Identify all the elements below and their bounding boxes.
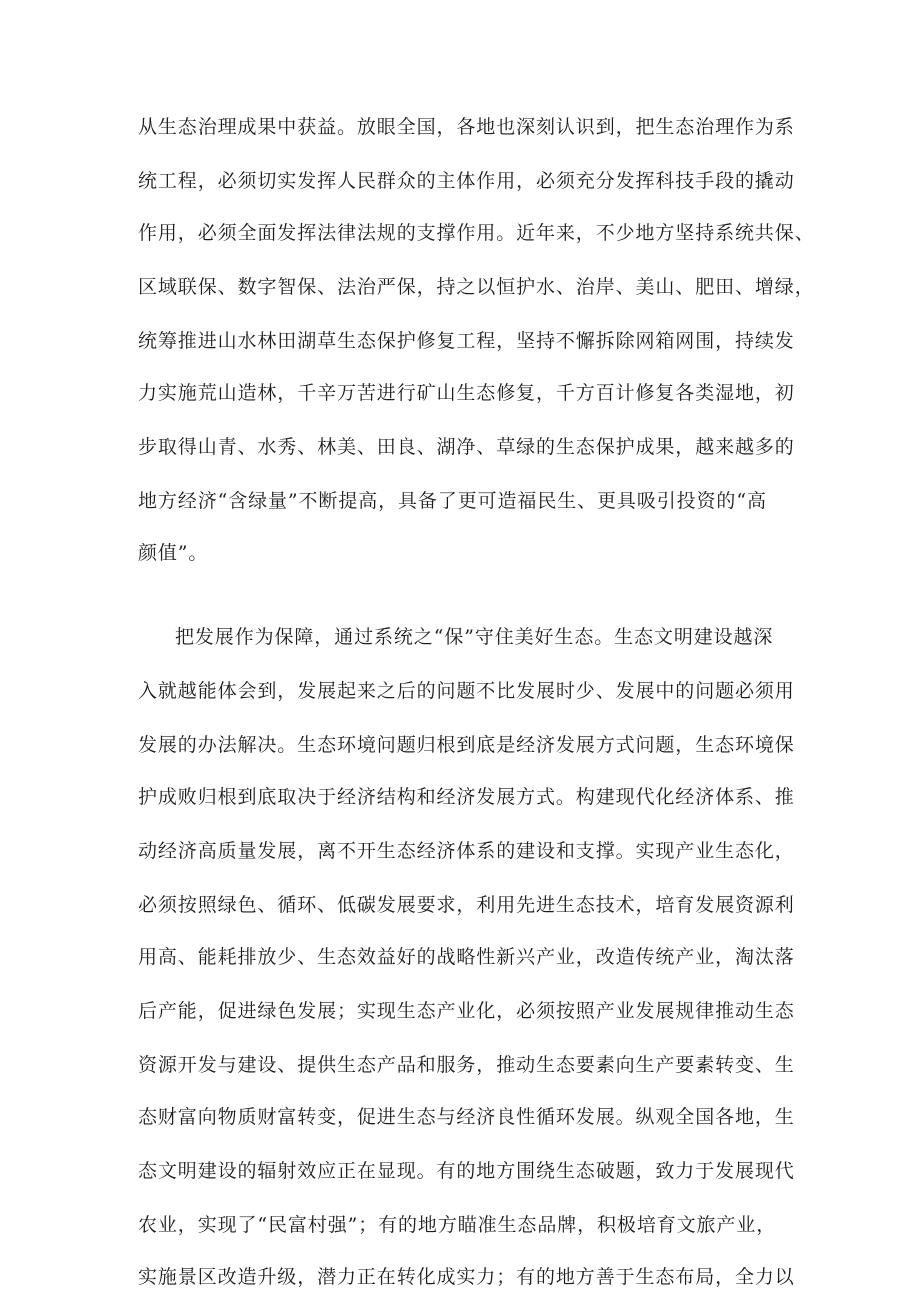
paragraph-2-line-13: 实施景区改造升级，潜力正在转化成实力；有的地方善于生态布局，全力以 [138, 1266, 795, 1288]
paragraph-1-line-7: 步取得山青、水秀、林美、田良、湖净、草绿的生态保护成果，越来越多的 [138, 436, 795, 458]
paragraph-2-line-8: 后产能，促进绿色发展；实现生态产业化，必须按照产业发展规律推动生态 [138, 1000, 795, 1022]
paragraph-1-line-8: 地方经济“含绿量”不断提高，具备了更可造福民生、更具吸引投资的“高 [138, 490, 767, 512]
paragraph-2-line-2: 入就越能体会到，发展起来之后的问题不比发展时少、发展中的问题必须用 [138, 680, 795, 702]
paragraph-2-line-7: 用高、能耗排放少、生态效益好的战略性新兴产业，改造传统产业，淘汰落 [138, 946, 795, 968]
paragraph-1-line-4: 区域联保、数字智保、法治严保，持之以恒护水、治岸、美山、肥田、增绿， [138, 276, 815, 298]
paragraph-2-line-11: 态文明建设的辐射效应正在显现。有的地方围绕生态破题，致力于发展现代 [138, 1160, 795, 1182]
paragraph-2-line-9: 资源开发与建设、提供生态产品和服务，推动生态要素向生产要素转变、生 [138, 1054, 795, 1076]
paragraph-1-line-6: 力实施荒山造林，千辛万苦进行矿山生态修复，千方百计修复各类湿地，初 [138, 382, 795, 404]
paragraph-2-line-12: 农业，实现了“民富村强”；有的地方瞄准生态品牌，积极培育文旅产业， [138, 1214, 777, 1236]
paragraph-1-line-9: 颜值”。 [138, 542, 209, 564]
paragraph-2-line-10: 态财富向物质财富转变，促进生态与经济良性循环发展。纵观全国各地，生 [138, 1106, 795, 1128]
paragraph-1-line-5: 统筹推进山水林田湖草生态保护修复工程，坚持不懈拆除网箱网围，持续发 [138, 330, 795, 352]
paragraph-1-line-3: 作用，必须全面发挥法律法规的支撑作用。近年来，不少地方坚持系统共保、 [138, 222, 815, 244]
paragraph-2-line-1: 把发展作为保障，通过系统之“保”守住美好生态。生态文明建设越深 [175, 626, 774, 648]
paragraph-1-line-2: 统工程，必须切实发挥人民群众的主体作用，必须充分发挥科技手段的撬动 [138, 170, 795, 192]
paragraph-2-line-3: 发展的办法解决。生态环境问题归根到底是经济发展方式问题，生态环境保 [138, 734, 795, 756]
paragraph-2-line-5: 动经济高质量发展，离不开生态经济体系的建设和支撑。实现产业生态化， [138, 840, 795, 862]
paragraph-2-line-4: 护成败归根到底取决于经济结构和经济发展方式。构建现代化经济体系、推 [138, 786, 795, 808]
paragraph-2-line-6: 必须按照绿色、循环、低碳发展要求，利用先进生态技术，培育发展资源利 [138, 894, 795, 916]
paragraph-1-line-1: 从生态治理成果中获益。放眼全国，各地也深刻认识到，把生态治理作为系 [138, 116, 795, 138]
